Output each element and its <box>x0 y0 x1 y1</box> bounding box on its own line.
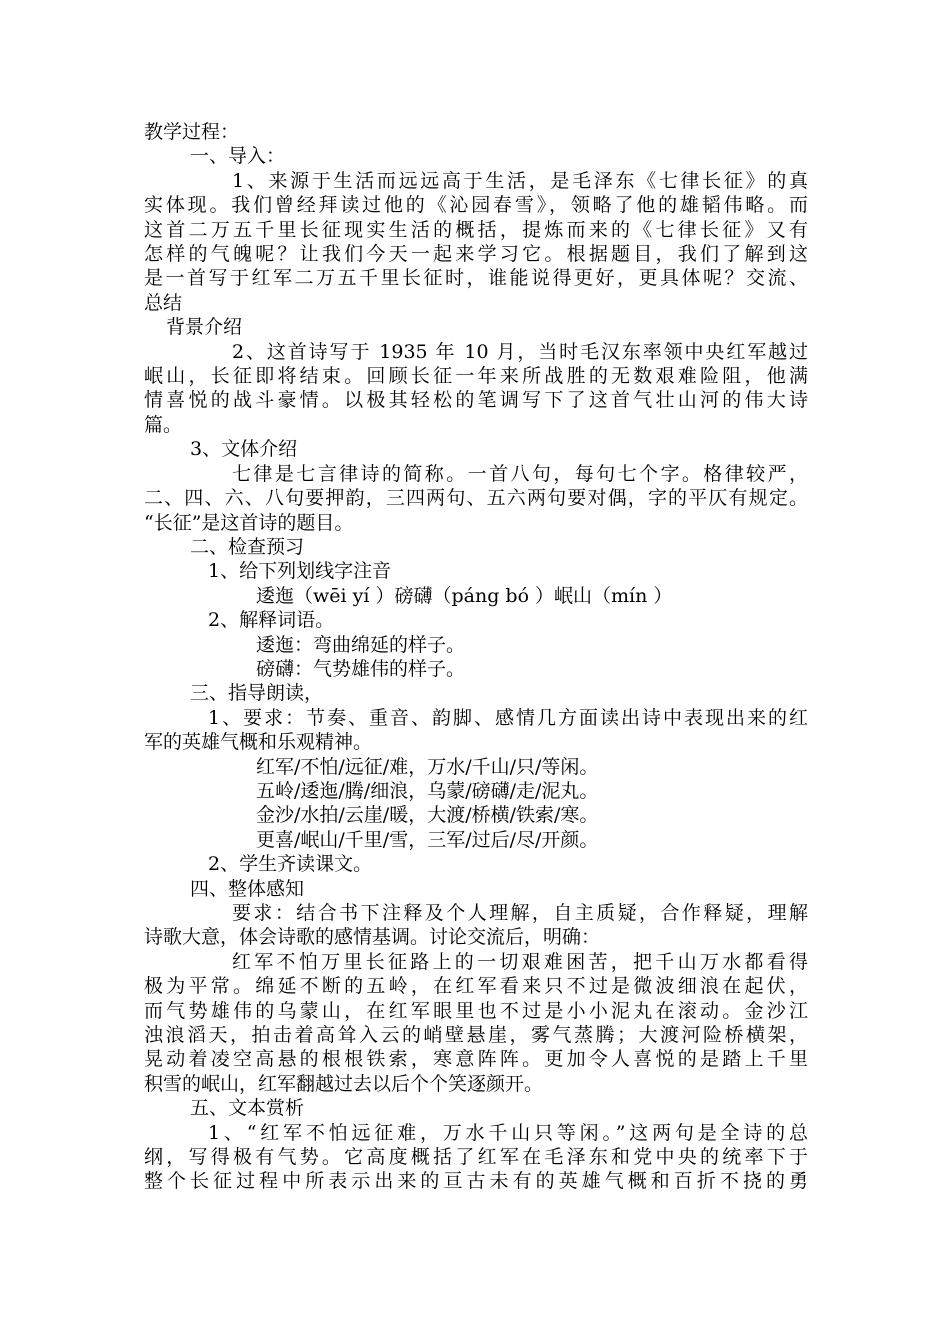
text-line: 更喜/岷山/千里/雪，三军/过后/尽/开颜。 <box>256 828 599 851</box>
text-line: 红军不怕万里长征路上的一切艰难困苦，把千山万水都看得 <box>232 950 808 973</box>
text-line: 背景介绍 <box>166 316 243 339</box>
document-page <box>144 120 808 1194</box>
text-line: 军的英雄气概和乐观精神。 <box>144 731 373 754</box>
text-line: 浊浪滔天，拍击着高耸入云的峭壁悬崖，雾气蒸腾；大渡河险桥横架， <box>144 1024 808 1047</box>
text-line: 而气势雄伟的乌蒙山，在红军眼里也不过是小小泥丸在滚动。金沙江 <box>144 999 808 1022</box>
text-line: 极为平常。绵延不断的五岭，在红军看来只不过是微波细浪在起伏， <box>144 975 808 998</box>
text-line: 1、要求：节奏、重音、韵脚、感情几方面读出诗中表现出来的红 <box>208 706 808 729</box>
text-line: 磅礴：气势雄伟的样子。 <box>256 657 466 680</box>
text-line: 积雪的岷山，红军翻越过去以后个个笑逐颜开。 <box>144 1072 544 1095</box>
text-line: 这首二万五千里长征现实生活的概括，提炼而来的《七律长征》又有 <box>144 218 808 241</box>
text-line: 纲，写得极有气势。它高度概括了红军在毛泽东和党中央的统率下于 <box>144 1146 808 1169</box>
text-line: 四、整体感知 <box>190 877 305 900</box>
text-line: 晃动着凌空高悬的根根铁索，寒意阵阵。更加令人喜悦的是踏上千里 <box>144 1048 808 1071</box>
text-line: 怎样的气魄呢？让我们今天一起来学习它。根据题目，我们了解到这 <box>144 243 808 266</box>
text-line: 红军/不怕/远征/难，万水/千山/只/等闲。 <box>256 755 599 778</box>
text-line: 金沙/水拍/云崖/暖，大渡/桥横/铁索/寒。 <box>256 804 599 827</box>
text-line: 逶迤（wēi yí ）磅礴（páng bó ）岷山（mín ） <box>256 584 673 607</box>
text-line: 五岭/逶迤/腾/细浪，乌蒙/磅礴/走/泥丸。 <box>256 779 599 802</box>
text-line: 3、文体介绍 <box>190 438 298 461</box>
text-line: 二、检查预习 <box>190 535 305 558</box>
text-line: 七律是七言律诗的简称。一首八句，每句七个字。格律较严， <box>232 462 808 485</box>
text-line: 2、学生齐读课文。 <box>208 853 373 876</box>
text-line: 逶迤：弯曲绵延的样子。 <box>256 633 466 656</box>
text-line: 1、来源于生活而远远高于生活，是毛泽东《七律长征》的真 <box>232 169 808 192</box>
text-line: 篇。 <box>144 413 183 436</box>
text-line: 1、给下列划线字注音 <box>208 560 392 583</box>
text-line: 二、四、六、八句要押韵，三四两句、五六两句要对偶，字的平仄有规定。 <box>144 487 808 510</box>
text-line: 五、文本赏析 <box>190 1097 305 1120</box>
text-line: 三、指导朗读， <box>190 682 324 705</box>
text-line: 2、解释词语。 <box>208 609 335 632</box>
text-line: 实体现。我们曾经拜读过他的《沁园春雪》，领略了他的雄韬伟略。而 <box>144 194 808 217</box>
text-line: 教学过程： <box>144 121 240 143</box>
text-line: “长征”是这首诗的题目。 <box>144 511 354 534</box>
text-line: 要求：结合书下注释及个人理解，自主质疑，合作释疑，理解 <box>232 902 808 924</box>
text-line: 情喜悦的战斗豪情。以极其轻松的笔调写下了这首气壮山河的伟大诗 <box>144 389 808 412</box>
text-line: 岷山，长征即将结束。回顾长征一年来所战胜的无数艰难险阻，他满 <box>144 365 808 388</box>
text-line: 整个长征过程中所表示出来的亘古未有的英雄气概和百折不挠的勇 <box>144 1170 808 1193</box>
text-line: 一、导入： <box>190 145 286 168</box>
text-line: 是一首写于红军二万五千里长征时，谁能说得更好，更具体呢？交流、 <box>144 267 808 290</box>
text-line: 总结 <box>144 291 183 314</box>
text-line: 诗歌大意，体会诗歌的感情基调。讨论交流后，明确： <box>144 926 601 949</box>
text-line: 2、这首诗写于 1935 年 10 月，当时毛汉东率领中央红军越过 <box>232 340 808 363</box>
text-line: 1、“红军不怕远征难，万水千山只等闲。”这两句是全诗的总 <box>208 1121 808 1144</box>
